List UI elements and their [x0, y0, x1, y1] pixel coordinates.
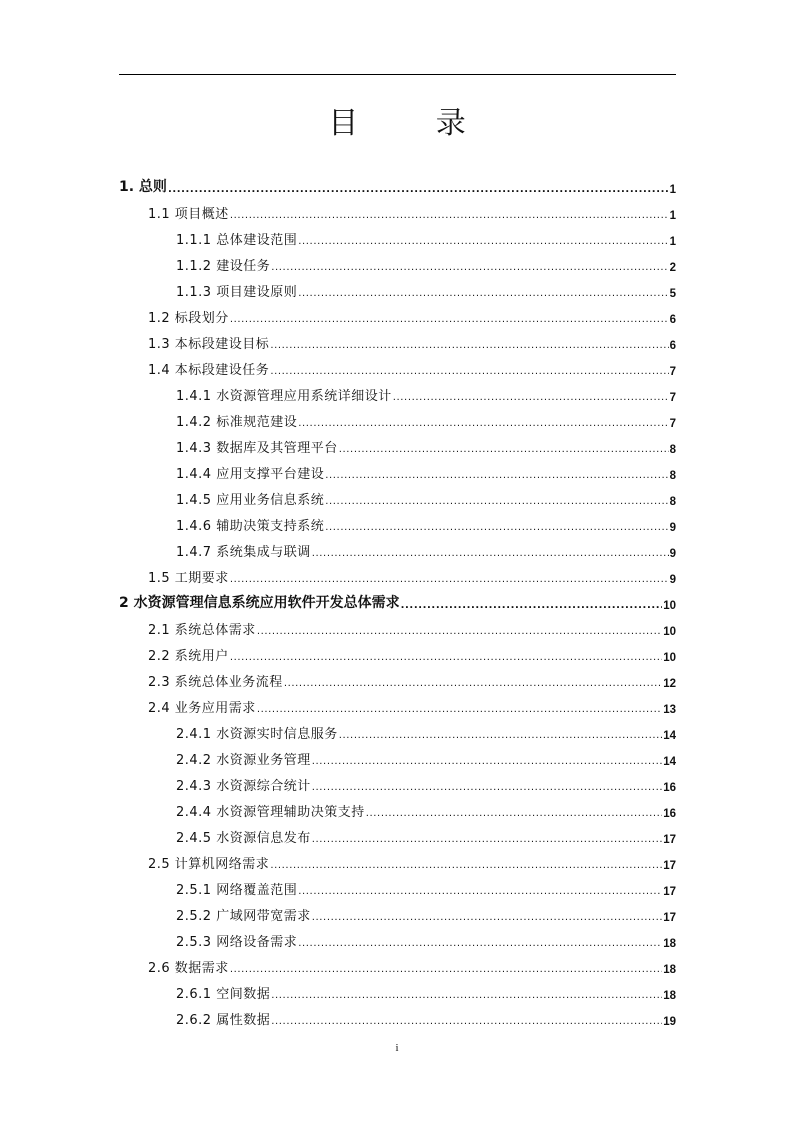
toc-entry-label: 2.4.2 水资源业务管理 — [176, 753, 311, 768]
dot-leader — [312, 912, 662, 924]
toc-entry-label: 1.4.6 辅助决策支持系统 — [176, 519, 325, 534]
dot-leader — [339, 730, 662, 742]
toc-entry-page: 8 — [669, 444, 676, 456]
toc-entry-label: 2.4 业务应用需求 — [148, 701, 256, 716]
toc-entry[interactable] — [119, 950, 676, 976]
toc-entry-label: 1.1.3 项目建设原则 — [176, 285, 298, 300]
dot-leader — [230, 574, 669, 586]
toc-entry-label: 2.5 计算机网络需求 — [148, 857, 270, 872]
toc-entry[interactable] — [119, 794, 676, 820]
toc-entry-page: 18 — [663, 990, 676, 1002]
toc-entry-label: 1.4.5 应用业务信息系统 — [176, 493, 325, 508]
toc-entry-label: 1. 总则 — [119, 179, 167, 195]
toc-entry[interactable] — [119, 534, 676, 560]
toc-entry-page: 7 — [669, 366, 676, 378]
toc-entry-page: 18 — [663, 964, 676, 976]
toc-entry-label: 1.4.4 应用支撑平台建设 — [176, 467, 325, 482]
toc-entry-page: 18 — [663, 938, 676, 950]
dot-leader — [312, 756, 662, 768]
toc-entry-label: 2.4.4 水资源管理辅助决策支持 — [176, 805, 365, 820]
toc-entry[interactable] — [119, 1002, 676, 1028]
toc-entry[interactable] — [119, 872, 676, 898]
toc-entry-label: 1.4.3 数据库及其管理平台 — [176, 441, 338, 456]
toc-entry-page: 9 — [669, 548, 676, 560]
toc-entry-label: 1.3 本标段建设目标 — [148, 337, 270, 352]
toc-entry[interactable] — [119, 352, 676, 378]
toc-entry[interactable] — [119, 976, 676, 1002]
toc-entry-page: 12 — [663, 678, 676, 690]
toc-entry[interactable] — [119, 924, 676, 950]
toc-entry-label: 2.6.1 空间数据 — [176, 987, 271, 1002]
dot-leader — [230, 964, 662, 976]
toc-entry[interactable] — [119, 508, 676, 534]
toc-entry-label: 1.4.7 系统集成与联调 — [176, 545, 311, 560]
toc-entry-page: 9 — [669, 522, 676, 534]
toc-entry[interactable] — [119, 300, 676, 326]
page-number: i — [395, 1042, 399, 1054]
toc-entry-page: 19 — [663, 1016, 676, 1028]
dot-leader — [298, 886, 662, 898]
toc-entry-label: 2.6.2 属性数据 — [176, 1013, 271, 1028]
toc-entry-page: 14 — [663, 730, 676, 742]
toc-entry-label: 2.4.3 水资源综合统计 — [176, 779, 311, 794]
toc-entry[interactable] — [119, 586, 676, 612]
toc-entry-label: 2.2 系统用户 — [148, 649, 229, 664]
toc-entry-page: 6 — [669, 340, 676, 352]
toc-entry-label: 1.1.1 总体建设范围 — [176, 233, 298, 248]
toc-entry-label: 2.6 数据需求 — [148, 961, 229, 976]
toc-entry-page: 14 — [663, 756, 676, 768]
toc-entry-label: 2.5.2 广域网带宽需求 — [176, 909, 311, 924]
toc-entry-page: 8 — [669, 470, 676, 482]
dot-leader — [257, 704, 662, 716]
dot-leader — [312, 834, 662, 846]
dot-leader — [298, 938, 662, 950]
toc-entry[interactable] — [119, 612, 676, 638]
dot-leader — [168, 184, 669, 196]
dot-leader — [312, 782, 662, 794]
toc-entry-page: 1 — [669, 236, 676, 248]
toc-entry-page: 1 — [669, 184, 676, 196]
page-title: 目 录 — [328, 106, 500, 141]
toc-entry-page: 17 — [663, 834, 676, 846]
dot-leader — [270, 366, 668, 378]
dot-leader — [325, 470, 668, 482]
toc-entry-page: 16 — [663, 808, 676, 820]
dot-leader — [312, 548, 669, 560]
toc-entry-label: 1.4 本标段建设任务 — [148, 363, 270, 378]
header-rule — [119, 74, 676, 75]
toc-entry-label: 2 水资源管理信息系统应用软件开发总体需求 — [119, 595, 400, 611]
table-of-contents — [119, 170, 676, 1028]
toc-entry[interactable] — [119, 222, 676, 248]
toc-entry-page: 1 — [669, 210, 676, 222]
toc-entry[interactable] — [119, 326, 676, 352]
toc-entry[interactable] — [119, 456, 676, 482]
toc-entry-page: 10 — [663, 600, 676, 612]
toc-entry[interactable] — [119, 716, 676, 742]
toc-entry-label: 1.5 工期要求 — [148, 571, 229, 586]
toc-entry[interactable] — [119, 560, 676, 586]
dot-leader — [257, 626, 662, 638]
toc-entry-label: 2.4.1 水资源实时信息服务 — [176, 727, 338, 742]
toc-entry[interactable] — [119, 430, 676, 456]
toc-entry-label: 1.4.2 标准规范建设 — [176, 415, 298, 430]
toc-entry[interactable] — [119, 820, 676, 846]
toc-entry-label: 2.5.1 网络覆盖范围 — [176, 883, 298, 898]
dot-leader — [230, 314, 669, 326]
toc-entry-page: 6 — [669, 314, 676, 326]
toc-entry[interactable] — [119, 196, 676, 222]
toc-entry-label: 1.2 标段划分 — [148, 311, 229, 326]
toc-entry-page: 7 — [669, 418, 676, 430]
toc-entry-page: 17 — [663, 860, 676, 872]
toc-entry-label: 2.5.3 网络设备需求 — [176, 935, 298, 950]
toc-entry-page: 13 — [663, 704, 676, 716]
toc-entry-label: 2.3 系统总体业务流程 — [148, 675, 283, 690]
toc-entry-label: 2.1 系统总体需求 — [148, 623, 256, 638]
dot-leader — [325, 496, 668, 508]
dot-leader — [271, 990, 662, 1002]
toc-entry[interactable] — [119, 482, 676, 508]
toc-entry[interactable] — [119, 248, 676, 274]
dot-leader — [339, 444, 669, 456]
dot-leader — [230, 210, 669, 222]
toc-entry-page: 7 — [669, 392, 676, 404]
toc-entry[interactable] — [119, 664, 676, 690]
toc-entry[interactable] — [119, 846, 676, 872]
toc-entry-page: 8 — [669, 496, 676, 508]
toc-entry-label: 1.1 项目概述 — [148, 207, 229, 222]
toc-entry-label: 1.4.1 水资源管理应用系统详细设计 — [176, 389, 392, 404]
toc-entry-page: 9 — [669, 574, 676, 586]
toc-entry[interactable] — [119, 638, 676, 664]
toc-entry[interactable] — [119, 170, 676, 196]
dot-leader — [366, 808, 662, 820]
toc-entry[interactable] — [119, 768, 676, 794]
toc-entry[interactable] — [119, 742, 676, 768]
toc-entry-page: 10 — [663, 626, 676, 638]
dot-leader — [270, 860, 662, 872]
dot-leader — [284, 678, 662, 690]
toc-entry[interactable] — [119, 404, 676, 430]
dot-leader — [270, 340, 668, 352]
toc-entry[interactable] — [119, 378, 676, 404]
dot-leader — [271, 1016, 662, 1028]
dot-leader — [393, 392, 669, 404]
toc-entry-page: 5 — [669, 288, 676, 300]
dot-leader — [298, 288, 668, 300]
toc-entry-page: 2 — [669, 262, 676, 274]
toc-entry[interactable] — [119, 274, 676, 300]
toc-entry-page: 17 — [663, 912, 676, 924]
dot-leader — [401, 600, 663, 612]
toc-entry-page: 10 — [663, 652, 676, 664]
dot-leader — [230, 652, 662, 664]
dot-leader — [325, 522, 668, 534]
toc-entry[interactable] — [119, 690, 676, 716]
dot-leader — [298, 236, 668, 248]
toc-entry[interactable] — [119, 898, 676, 924]
toc-entry-page: 17 — [663, 886, 676, 898]
toc-entry-label: 1.1.2 建设任务 — [176, 259, 271, 274]
toc-entry-label: 2.4.5 水资源信息发布 — [176, 831, 311, 846]
toc-entry-page: 16 — [663, 782, 676, 794]
dot-leader — [298, 418, 668, 430]
dot-leader — [271, 262, 668, 274]
